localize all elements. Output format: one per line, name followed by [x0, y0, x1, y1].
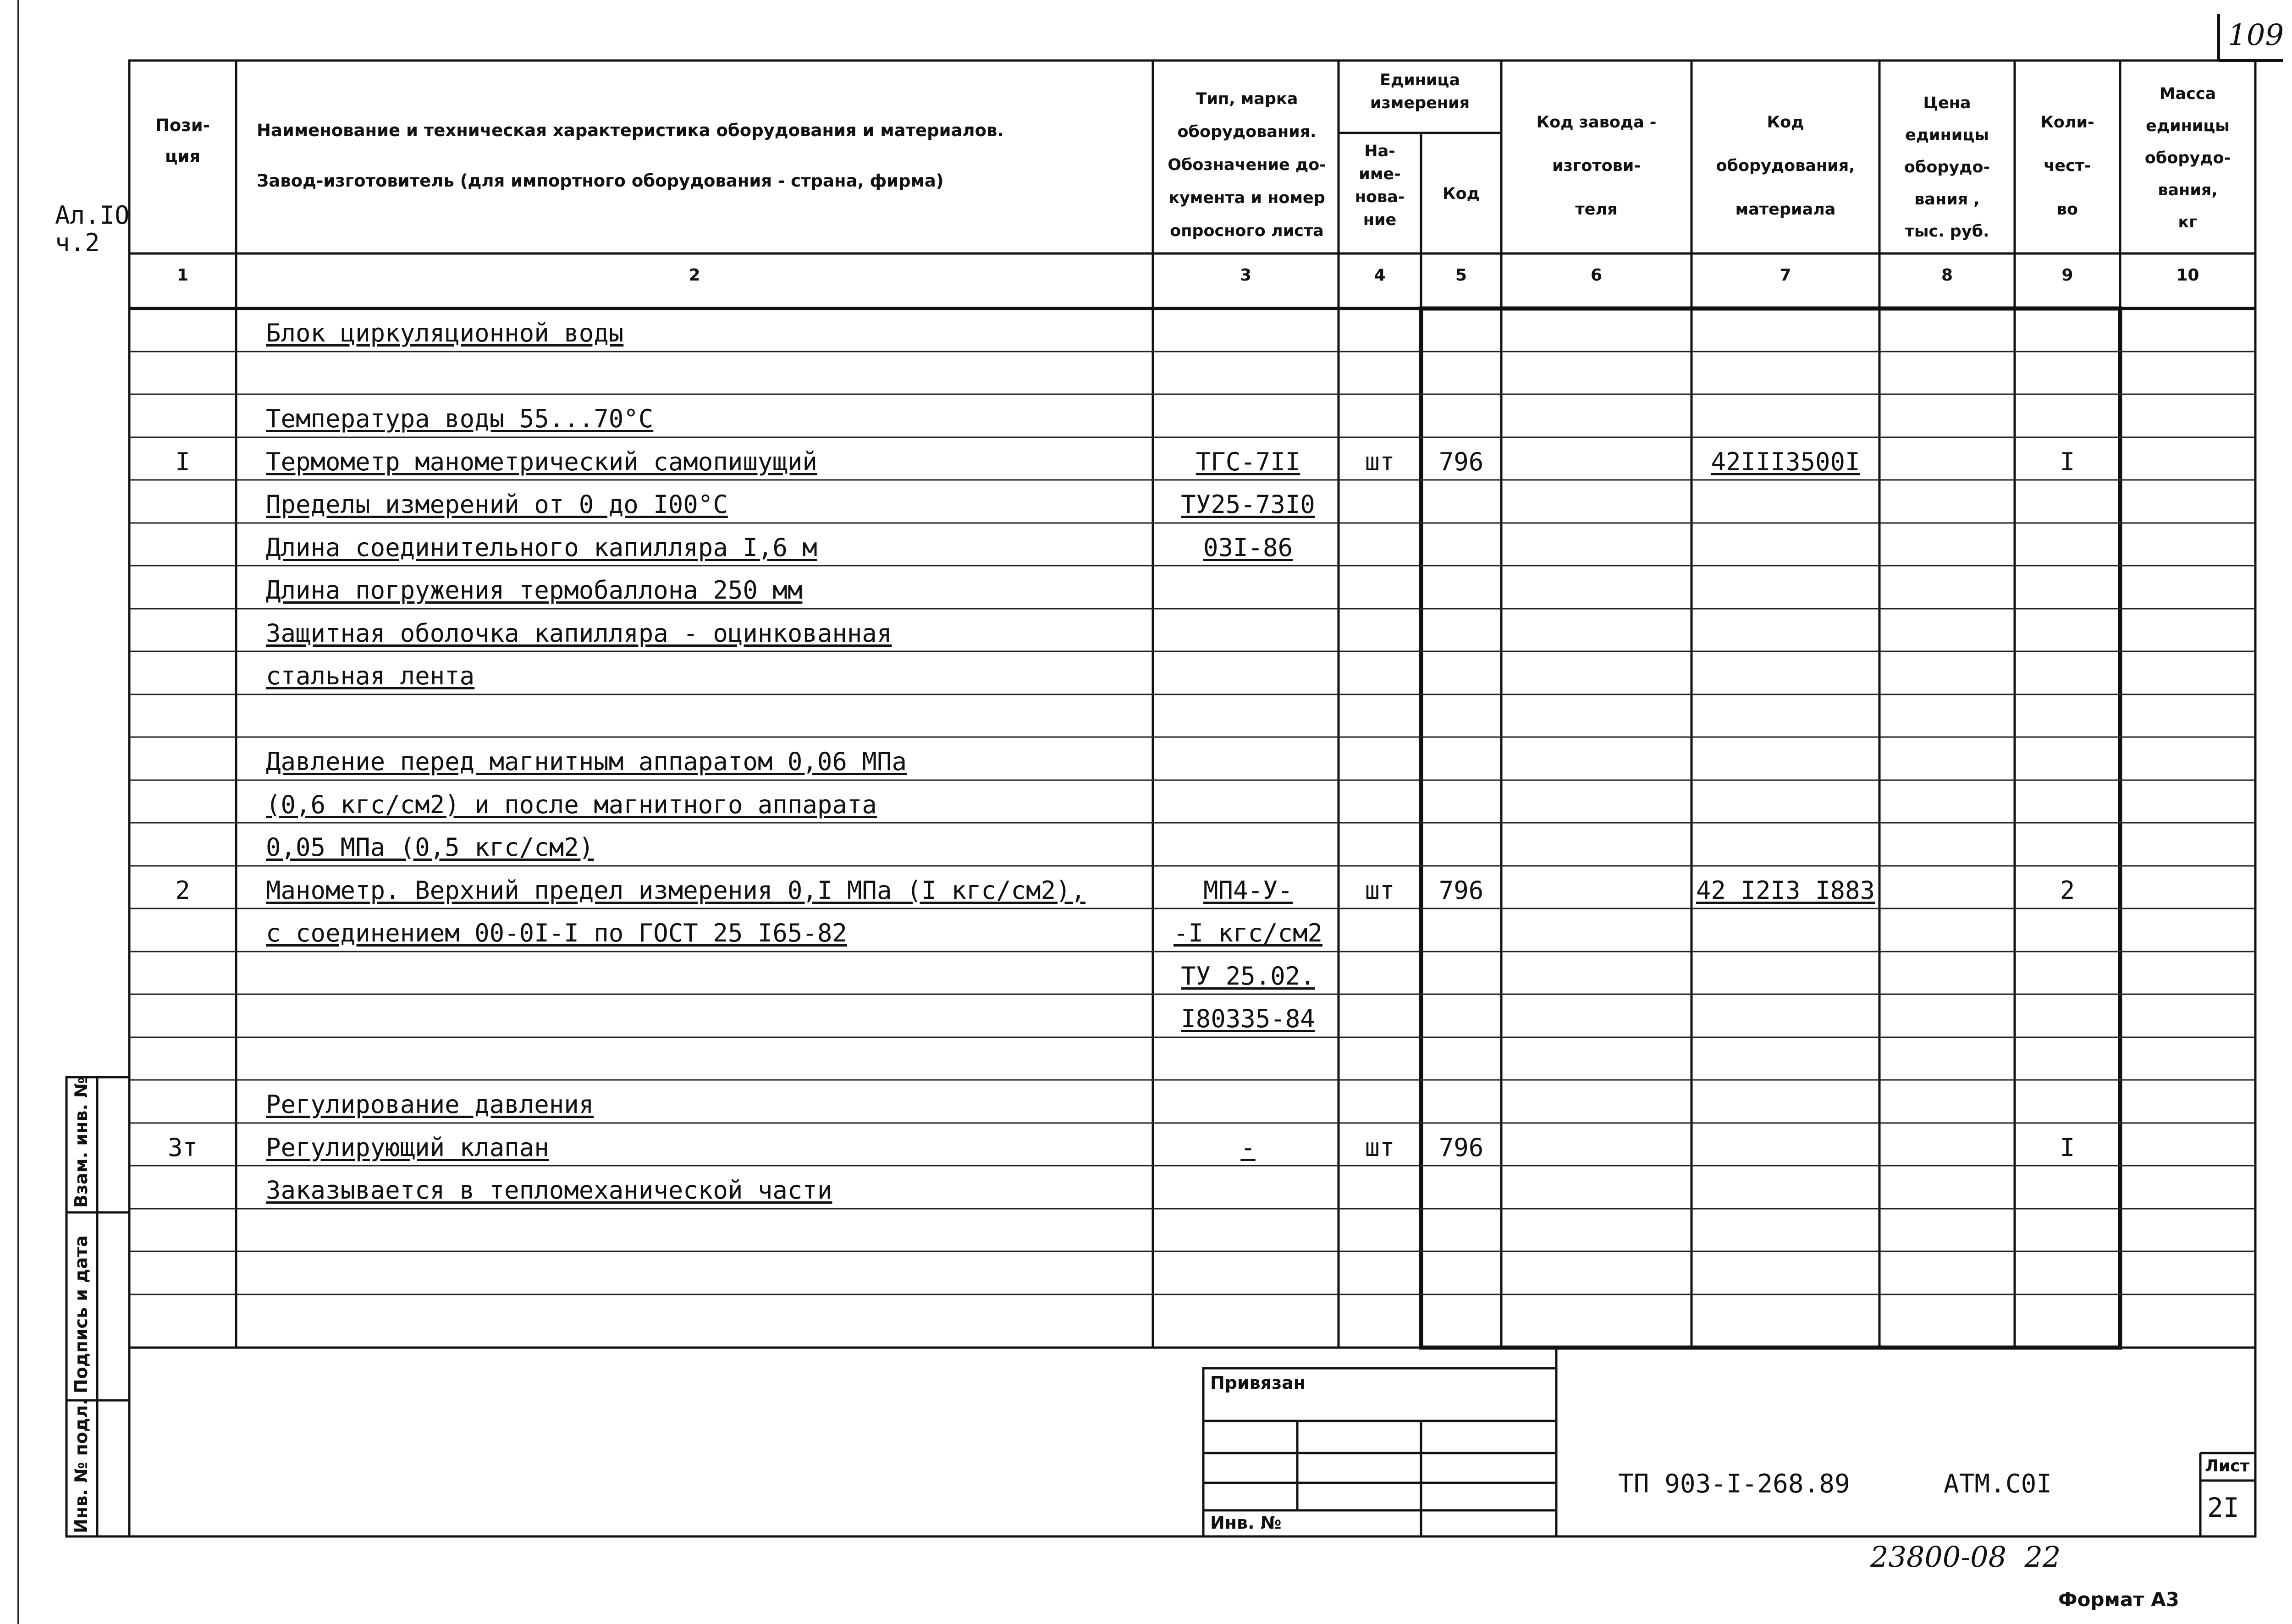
- cell-type: ТУ25-73I0: [1181, 490, 1315, 519]
- privyazan-label: Привязан: [1210, 1373, 1306, 1393]
- header-quantity: Коли- чест- во: [2040, 113, 2094, 219]
- cell-name: Манометр. Верхний предел измерения 0,I МПа (I кгс/см2),: [266, 875, 1086, 905]
- cell-type: ТУ 25.02.: [1181, 961, 1315, 991]
- header-factory-code: Код завода - изготови- теля: [1536, 113, 1657, 219]
- cell-unit: шт: [1365, 447, 1395, 476]
- cell-name: Заказывается в тепломеханической части: [266, 1176, 832, 1205]
- side-mark-line2: ч.2: [55, 228, 100, 257]
- cell-type: I80335-84: [1181, 1004, 1315, 1033]
- cell-name: Защитная оболочка капилляра - оцинкованная: [266, 618, 892, 648]
- cell-quantity: 2: [2060, 875, 2075, 905]
- header-price: Цена единицы оборудо- вания , тыс. руб.: [1904, 94, 1990, 241]
- column-number: 6: [1590, 266, 1603, 285]
- cell-unit-code: 796: [1438, 447, 1484, 476]
- cell-type: -: [1240, 1133, 1256, 1162]
- cell-unit: шт: [1365, 1133, 1395, 1162]
- cell-position: 2: [175, 875, 190, 905]
- cell-name: Длина погружения термобаллона 250 мм: [266, 576, 803, 605]
- cell-unit-code: 796: [1438, 1133, 1484, 1162]
- sheet-number: 2I: [2207, 1492, 2239, 1523]
- cell-name: Регулирующий клапан: [266, 1133, 549, 1162]
- side-mark: [55, 202, 130, 257]
- cell-type: ТГС-7II: [1196, 447, 1300, 476]
- header-mass: Масса единицы оборудо- вания, кг: [2144, 85, 2231, 231]
- column-number: 9: [2061, 266, 2073, 285]
- stamp-vzam: Взам. инв. №: [71, 1077, 91, 1208]
- cell-name: Пределы измерений от 0 до I00°C: [266, 490, 728, 519]
- sheet-label: Лист: [2205, 1457, 2250, 1475]
- document-mark: АТМ.C0I: [1944, 1469, 2052, 1499]
- cell-position: 3т: [167, 1133, 198, 1162]
- cell-quantity: I: [2060, 447, 2075, 476]
- cell-equipment-code: 42III3500I: [1711, 447, 1860, 476]
- cell-unit-code: 796: [1438, 875, 1484, 905]
- side-mark-line1: Ал.IO: [55, 201, 130, 230]
- header-unit-name: На- име- нова- ние: [1355, 142, 1405, 229]
- column-number: 4: [1374, 266, 1386, 285]
- header-position: Пози- ция: [155, 116, 210, 166]
- column-number: 8: [1941, 266, 1953, 285]
- cell-quantity: I: [2060, 1133, 2075, 1162]
- stamp-inv: Инв. № подл.: [71, 1398, 91, 1533]
- column-number: 1: [176, 266, 189, 285]
- cell-name: стальная лента: [266, 661, 475, 690]
- cell-type: МП4-У-: [1203, 875, 1293, 905]
- cell-name: Температура воды 55...70°C: [266, 404, 654, 433]
- header-equipment-code: Код оборудования, материала: [1716, 113, 1855, 219]
- corner-page-number: 109: [2228, 18, 2284, 52]
- cell-name: Блок циркуляционной воды: [266, 319, 624, 347]
- archive-number: 23800-08 22: [1870, 1540, 2061, 1574]
- cell-name: Давление перед магнитным аппаратом 0,06 МПа: [266, 747, 907, 776]
- column-number: 2: [689, 266, 700, 285]
- stamp-podpis: Подпись и дата: [71, 1235, 91, 1393]
- column-number: 3: [1240, 266, 1252, 285]
- document-code: ТП 903-I-268.89: [1618, 1469, 1850, 1499]
- format-label: Формат А3: [2058, 1588, 2179, 1611]
- cell-name: Длина соединительного капилляра I,6 м: [266, 533, 817, 562]
- cell-name: Регулирование давления: [266, 1090, 594, 1119]
- inv-no-label: Инв. №: [1210, 1513, 1282, 1533]
- header-unit: Единица измерения: [1370, 71, 1470, 112]
- column-number: 7: [1780, 266, 1791, 285]
- cell-name: (0,6 кгс/см2) и после магнитного аппарата: [266, 790, 877, 819]
- header-type: Тип, марка оборудования. Обозначение до- кумента и номер опросного листа: [1168, 90, 1326, 240]
- cell-name: с соединением 00-0I-I по ГОСТ 25 I65-82: [266, 919, 847, 947]
- cell-unit: шт: [1365, 875, 1395, 905]
- cell-position: I: [175, 447, 190, 476]
- column-number: 5: [1455, 266, 1467, 285]
- column-number: 10: [2176, 266, 2199, 285]
- cell-type: 03I-86: [1203, 533, 1293, 562]
- cell-name: Термометр манометрический самопишущий: [266, 447, 817, 476]
- cell-equipment-code: 42 I2I3 I883: [1696, 875, 1875, 905]
- cell-type: -I кгс/см2: [1173, 919, 1323, 947]
- header-unit-code: Код: [1443, 185, 1480, 203]
- header-name: Наименование и техническая характеристика оборудования и материалов. Завод-изготовитель (для импортного оборудования - страна, фирма): [257, 121, 1004, 191]
- cell-name: 0,05 МПа (0,5 кгс/см2): [266, 833, 594, 862]
